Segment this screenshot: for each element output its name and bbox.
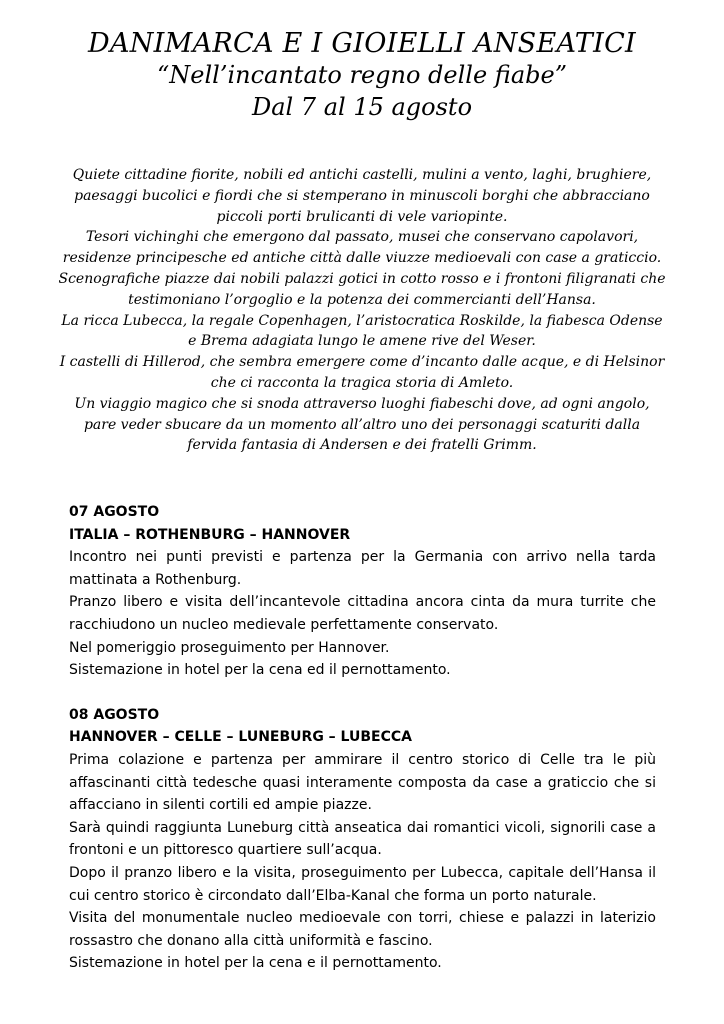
intro-paragraph: I castelli di Hillerod, che sembra emergere come d’incanto dalle acque, e di Helsinor che ci racconta la tragica storia di Amleto.: [59, 354, 665, 391]
document-header: [40, 28, 684, 124]
day-paragraph: Nel pomeriggio proseguimento per Hannover.: [69, 639, 390, 656]
intro-paragraph: La ricca Lubecca, la regale Copenhagen, l’aristocratica Roskilde, la fiabesca Odense e Brema adagiata lungo le amene rive del Weser.: [61, 312, 663, 350]
day-date: 07 AGOSTO: [69, 504, 160, 520]
day-paragraph: Sistemazione in hotel per la cena ed il pernottamento.: [69, 662, 451, 679]
document-title: DANIMARCA E I GIOIELLI ANSEATICI: [88, 28, 636, 59]
day-paragraph: Incontro nei punti previsti e partenza per la Germania con arrivo nella tarda mattinata a Rothenburg.: [69, 549, 656, 588]
intro-paragraph: Un viaggio magico che si snoda attraverso luoghi fiabeschi dove, ad ogni angolo, pare veder sbucare da un momento all’altro uno dei personaggi scaturiti dalla fervida fantasia di Andersen e dei fratelli Grimm.: [74, 395, 650, 454]
intro-paragraph: Quiete cittadine fiorite, nobili ed antichi castelli, mulini a vento, laghi, brughiere, paesaggi bucolici e fiordi che si stemperano in minuscoli borghi che abbracciano piccoli porti brulicanti di vele variopinte.: [72, 167, 652, 225]
document-subtitle: “Nell’incantato regno delle fiabe”: [157, 61, 567, 89]
intro-text: [58, 165, 666, 456]
day-paragraph: Dopo il pranzo libero e la visita, proseguimento per Lubecca, capitale dell’Hansa il cui centro storico è circondato dall’Elba-Kanal che forma un porto naturale.: [69, 864, 656, 904]
day-route: HANNOVER – CELLE – LUNEBURG – LUBECCA: [69, 729, 412, 746]
day-paragraph: Sistemazione in hotel per la cena e il pernottamento.: [69, 955, 442, 972]
itinerary-day-1: [69, 501, 656, 682]
itinerary-day-2: [69, 704, 656, 975]
day-paragraph: Pranzo libero e visita dell’incantevole cittadina ancora cinta da mura turrite che racchiudono un nucleo medievale perfettamente conservato.: [69, 594, 656, 633]
day-paragraph: Prima colazione e partenza per ammirare il centro storico di Celle tra le più affascinanti città tedesche quasi interamente composta da case a graticcio che si affacciano in silenti cortili ed ampie piazze.: [69, 751, 656, 814]
intro-paragraph: Scenografiche piazze dai nobili palazzi gotici in cotto rosso e i frontoni filigranati che testimoniano l’orgoglio e la potenza dei commercianti dell’Hansa.: [58, 270, 666, 308]
intro-paragraph: Tesori vichinghi che emergono dal passato, musei che conservano capolavori, residenze principesche ed antiche città dalle viuzze medioevali con case a graticcio.: [62, 229, 662, 267]
trip-dates: Dal 7 al 15 agosto: [251, 93, 473, 121]
itinerary: [69, 501, 656, 997]
day-route: ITALIA – ROTHENBURG – HANNOVER: [69, 526, 351, 543]
day-paragraph: Sarà quindi raggiunta Luneburg città anseatica dai romantici vicoli, signorili case a frontoni e un pittoresco quartiere sull’acqua.: [69, 819, 656, 859]
day-paragraph: Visita del monumentale nucleo medioevale con torri, chiese e palazzi in laterizio rossastro che donano alla città uniformità e fascino.: [69, 910, 656, 949]
day-date: 08 AGOSTO: [69, 706, 160, 723]
